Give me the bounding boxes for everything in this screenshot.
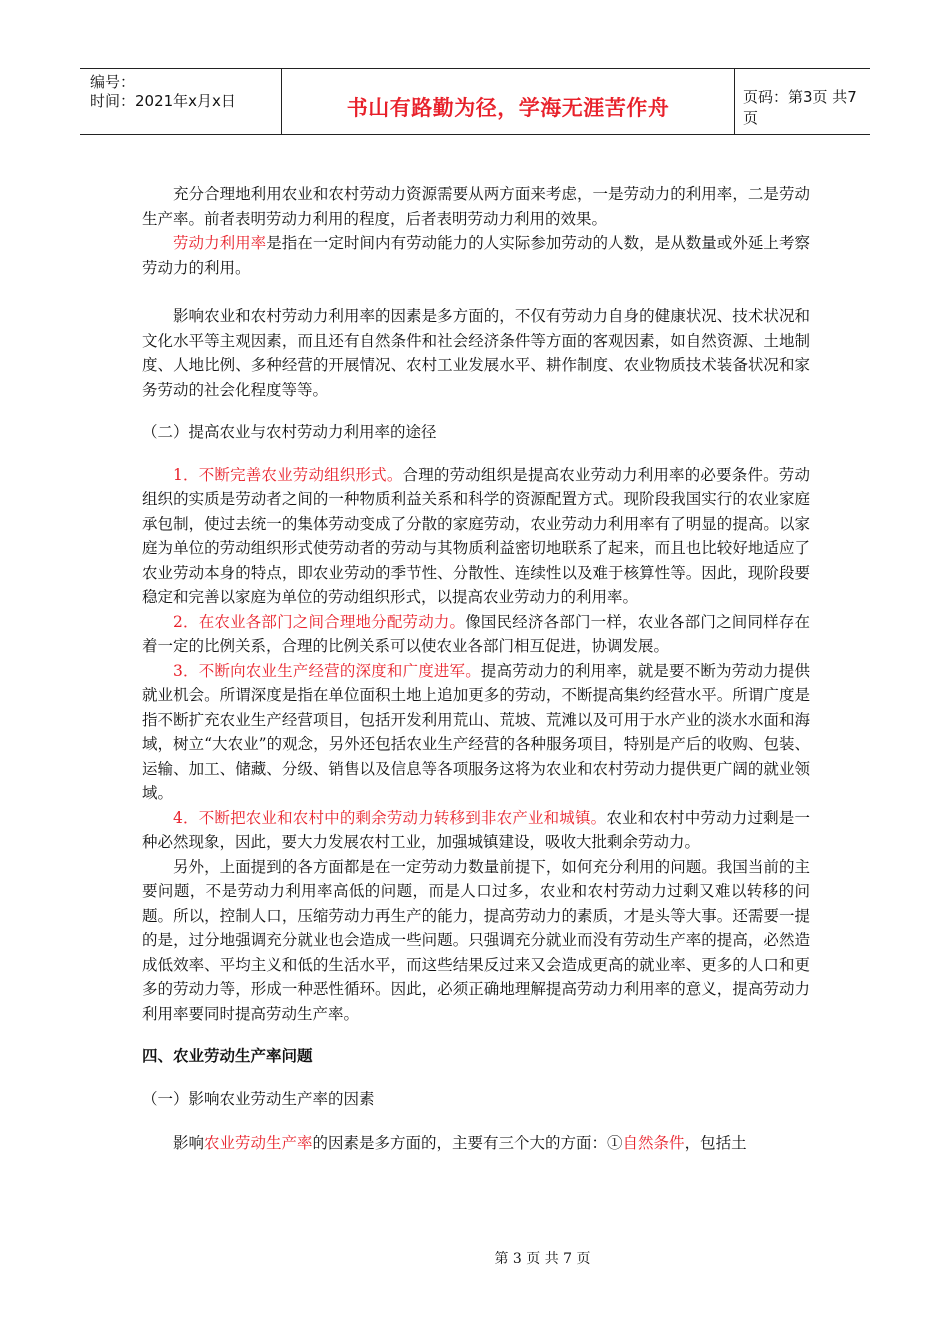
definition-text: 是指在一定时间内有劳动能力的人实际参加劳动的人数，是从数量或外延上考察劳动力的利用。 [142, 234, 810, 277]
subheading-ways: （二）提高农业与农村劳动力利用率的途径 [142, 423, 437, 441]
list-item-3 [142, 659, 810, 806]
subheading-factors: （一）影响农业劳动生产率的因素 [142, 1089, 375, 1108]
header-meta [80, 69, 282, 134]
document-body [142, 182, 810, 1156]
item-2-title: 2．在农业各部门之间合理地分配劳动力。 [173, 612, 466, 631]
paragraph-factors: 影响农业和农村劳动力利用率的因素是多方面的，不仅有劳动力自身的健康状况、技术状况和文化水平等主观因素，而且还有自然条件和社会经济条件等方面的客观因素，如自然资源、土地制度、人地比例、多种经营的开展情况、农村工业发展水平、耕作制度、农业物质技术装备状况和家务劳动的社会化程度等等。 [142, 307, 810, 399]
item-4-title: 4．不断把农业和农村中的剩余劳动力转移到非农产业和城镇。 [173, 808, 607, 827]
list-item-2 [142, 610, 810, 659]
paragraph-definition [142, 231, 810, 280]
page-header [80, 68, 870, 135]
last-pre: 影响 [173, 1134, 205, 1152]
list-item-4 [142, 806, 810, 855]
paragraph-additional: 另外，上面提到的各方面都是在一定劳动力数量前提下，如何充分利用的问题。我国当前的主要问题，不是劳动力利用率高低的问题，而是人口过多，农业和农村劳动力过剩又难以转移的问题。所以，控制人口，压缩劳动力再生产的能力，提高劳动力的素质，才是头等大事。还需要一提的是，过分地强调充分就业也会造成一些问题。只强调充分就业而没有劳动生产率的提高，必然造成低效率、平均主义和低的生活水平，而这些结果反过来又会造成更高的就业率、更多的人口和更多的劳动力等，形成一种恶性循环。因此，必须正确地理解提高劳动力利用率的意义，提高劳动力利用率要同时提高劳动生产率。 [142, 857, 810, 1023]
page-footer: 第 3 页 共 7 页 [494, 1251, 591, 1267]
header-motto: 书山有路勤为径，学海无涯苦作舟 [282, 69, 735, 134]
term-labor-utilization: 劳动力利用率 [173, 234, 267, 252]
term-agri-productivity: 农业劳动生产率 [204, 1134, 313, 1152]
section-heading-4: 四、农业劳动生产率问题 [142, 1047, 313, 1065]
list-item-1 [142, 463, 810, 610]
last-post: ，包括土 [684, 1134, 747, 1152]
date-label: 时间：2021年x月x日 [90, 92, 236, 110]
number-label: 编号： [90, 73, 136, 91]
header-page-info: 页码：第3页 共7页 [743, 87, 857, 127]
term-natural-conditions: 自然条件 [622, 1134, 685, 1152]
paragraph-intro: 充分合理地利用农业和农村劳动力资源需要从两方面来考虑，一是劳动力的利用率，二是劳动生产率。前者表明劳动力利用的程度，后者表明劳动力利用的效果。 [142, 185, 810, 228]
item-3-text: 提高劳动力的利用率，就是要不断为劳动力提供就业机会。所谓深度是指在单位面积土地上追加更多的劳动，不断提高集约经营水平。所谓广度是指不断扩充农业生产经营项目，包括开发利用荒山、荒坡、荒滩以及可用于水产业的淡水水面和海域，树立“大农业”的观念，另外还包括农业生产经营的各种服务项目，特别是产后的收购、包装、运输、加工、储藏、分级、销售以及信息等各项服务这将为农业和农村劳动力提供更广阔的就业领域。 [142, 661, 810, 802]
item-1-title: 1．不断完善农业劳动组织形式。 [173, 465, 403, 484]
last-mid: 的因素是多方面的，主要有三个大的方面：① [312, 1134, 623, 1152]
item-1-text: 合理的劳动组织是提高农业劳动力利用率的必要条件。劳动组织的实质是劳动者之间的一种物质利益关系和科学的资源配置方式。现阶段我国实行的农业家庭承包制，使过去统一的集体劳动变成了分散的家庭劳动，农业劳动力利用率有了明显的提高。以家庭为单位的劳动组织形式使劳动者的劳动与其物质利益密切地联系了起来，而且也比较好地适应了农业劳动本身的特点，即农业劳动的季节性、分散性、连续性以及难于核算性等。因此，现阶段要稳定和完善以家庭为单位的劳动组织形式，以提高农业劳动力的利用率。 [142, 465, 810, 606]
item-4-text: 农业和农村中劳动力过剩是一种必然现象，因此，要大力发展农村工业，加强城镇建设，吸收大批剩余劳动力。 [142, 808, 810, 851]
item-3-title: 3．不断向农业生产经营的深度和广度进军。 [173, 661, 481, 680]
paragraph-productivity-factors [142, 1131, 810, 1156]
item-2-text: 像国民经济各部门一样，农业各部门之间同样存在着一定的比例关系，合理的比例关系可以使农业各部门相互促进，协调发展。 [142, 612, 810, 655]
